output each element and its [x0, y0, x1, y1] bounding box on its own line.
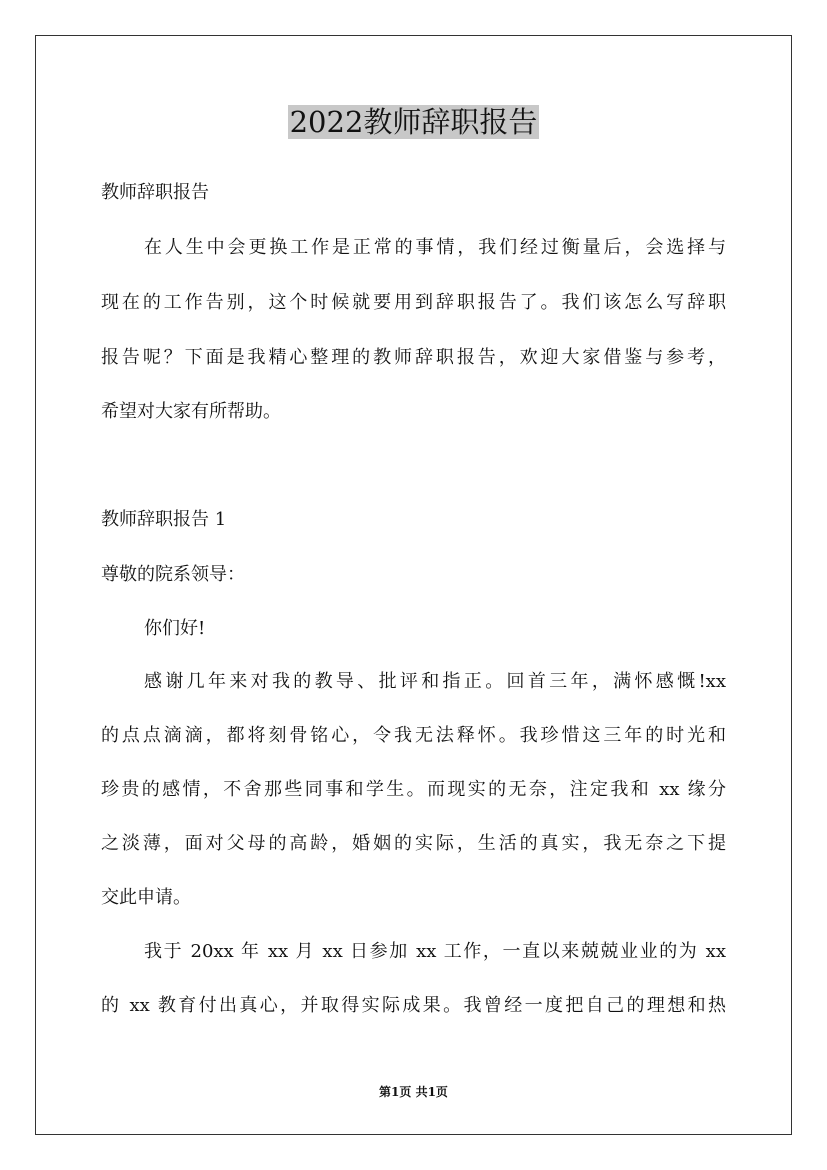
- intro-line: 现在的工作告别，这个时候就要用到辞职报告了。我们该怎么写辞职: [101, 292, 726, 313]
- paragraph-line: 感谢几年来对我的教导、批评和指正。回首三年，满怀感慨!xx: [144, 671, 726, 692]
- paragraph-line: 珍贵的感情，不舍那些同事和学生。而现实的无奈，注定我和 xx 缘分: [101, 779, 726, 800]
- paragraph-line: 之淡薄，面对父母的高龄，婚姻的实际，生活的真实，我无奈之下提: [101, 833, 726, 854]
- intro-line: 在人生中会更换工作是正常的事情，我们经过衡量后，会选择与: [144, 237, 726, 258]
- document-title-text: 2022教师辞职报告: [289, 105, 538, 139]
- intro-line: 希望对大家有所帮助。: [101, 401, 281, 422]
- paragraph-line: 的 xx 教育付出真心，并取得实际成果。我曾经一度把自己的理想和热: [101, 995, 726, 1016]
- greeting: 你们好!: [144, 618, 206, 639]
- paragraph-line: 的点点滴滴，都将刻骨铭心，令我无法释怀。我珍惜这三年的时光和: [101, 725, 726, 746]
- salutation: 尊敬的院系领导：: [101, 564, 245, 585]
- document-heading: 教师辞职报告: [101, 182, 209, 203]
- section-title: 教师辞职报告 1: [101, 509, 227, 530]
- intro-line: 报告呢？下面是我精心整理的教师辞职报告，欢迎大家借鉴与参考，: [101, 347, 726, 368]
- page-number-footer: 第1页 共1页: [379, 1085, 448, 1099]
- paragraph-line: 交此申请。: [101, 887, 191, 908]
- document-title: [0, 102, 827, 142]
- paragraph-line: 我于 20xx 年 xx 月 xx 日参加 xx 工作，一直以来兢兢业业的为 xx: [144, 941, 726, 962]
